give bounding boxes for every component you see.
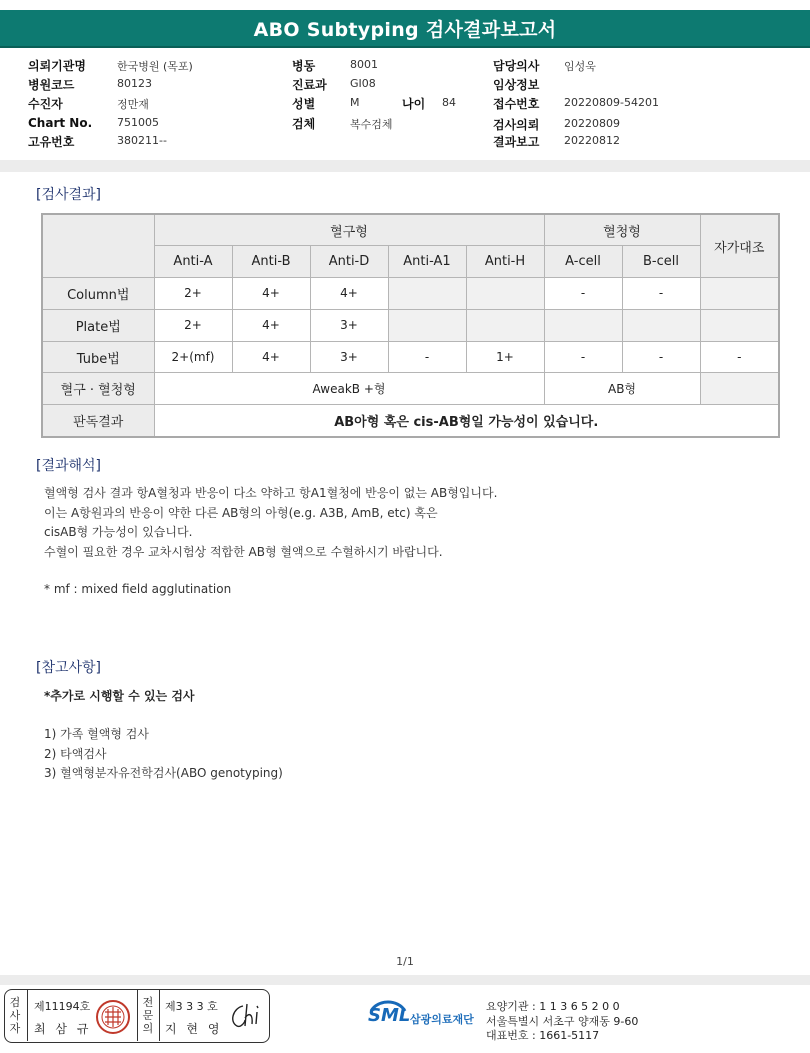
info-label-unique-no: 고유번호 [28, 135, 75, 149]
result-cell-empty [622, 309, 700, 341]
reference-item: 2) 타액검사 [44, 746, 107, 761]
result-cell: 4+ [232, 278, 310, 310]
result-cell-empty [700, 373, 779, 405]
info-label-department: 진료과 [292, 78, 327, 92]
info-value-patient: 정만재 [117, 98, 149, 111]
mf-note: * mf : mixed field agglutination [44, 582, 232, 596]
row-label-judgement: 판독결과 [42, 405, 154, 437]
table-row-plate [42, 309, 779, 341]
judgement-result: AB아형 혹은 cis-AB형일 가능성이 있습니다. [154, 405, 779, 437]
info-value-chart-no: 751005 [117, 116, 159, 129]
result-cell: 2+(mf) [154, 341, 232, 373]
report-title: ABO Subtyping 검사결과보고서 [253, 18, 557, 41]
table-row-tube [42, 341, 779, 373]
org-name: 삼광의료재단 [410, 1013, 474, 1026]
page-number: 1/1 [396, 955, 414, 968]
interpretation-line: 혈액형 검사 결과 항A혈청과 반응이 다소 약하고 항A1혈청에 반응이 없는 AB형입니다. [44, 486, 498, 500]
interpretation-section-title: [결과해석] [36, 458, 102, 474]
info-label-doctor: 담당의사 [493, 59, 540, 73]
reference-item: 3) 혈액형분자유전학검사(ABO genotyping) [44, 766, 283, 780]
serum-type-result: AB형 [544, 373, 700, 405]
interpretation-line: cisAB형 가능성이 있습니다. [44, 525, 193, 539]
row-label-column: Column법 [42, 278, 154, 310]
signature-icon [227, 1000, 265, 1032]
info-value-department: GI08 [350, 77, 376, 90]
info-value-hospital-code: 80123 [117, 77, 152, 90]
cell-type-result: AweakB +형 [154, 373, 544, 405]
result-cell-empty [388, 278, 466, 310]
reference-item: 1) 가족 혈액형 검사 [44, 727, 149, 741]
info-label-sex: 성별 [292, 97, 316, 111]
result-cell: - [544, 341, 622, 373]
result-cell: 4+ [232, 341, 310, 373]
result-cell-empty [388, 309, 466, 341]
info-label-ward: 병동 [292, 59, 316, 73]
interpretation-line: 이는 A항원과의 반응이 약한 다른 AB형의 아형(e.g. A3B, AmB, etc) 혹은 [44, 505, 438, 520]
reference-list [44, 725, 283, 784]
info-value-age: 84 [442, 96, 456, 109]
table-header-row [42, 214, 779, 246]
reference-section-title: [참고사항] [36, 660, 102, 676]
info-label-chart-no: Chart No. [28, 116, 93, 130]
results-section-title: [검사결과] [36, 187, 102, 203]
result-cell-empty [700, 309, 779, 341]
header-anti-a1: Anti-A1 [388, 246, 466, 278]
info-value-hospital: 한국병원 (목포) [117, 60, 193, 73]
result-cell: 1+ [466, 341, 544, 373]
divider [159, 990, 160, 1041]
info-label-receipt-no: 접수번호 [493, 97, 540, 111]
result-cell-empty [544, 309, 622, 341]
specialist-license: 제3 3 3 호 [165, 1000, 218, 1013]
header-a-cell: A-cell [544, 246, 622, 278]
result-cell: 2+ [154, 309, 232, 341]
header-anti-d: Anti-D [310, 246, 388, 278]
interpretation-text [44, 484, 497, 562]
results-table [41, 213, 780, 438]
org-address: 서울특별시 서초구 양재동 9-60 [486, 1015, 639, 1028]
header-auto-control: 자가대조 [700, 214, 779, 278]
info-label-report-date: 결과보고 [493, 135, 540, 149]
info-label-hospital-code: 병원코드 [28, 78, 75, 92]
info-label-age: 나이 [402, 97, 426, 111]
header-anti-b: Anti-B [232, 246, 310, 278]
footer-separator [0, 975, 810, 985]
patient-info [0, 56, 810, 152]
header-serum-type: 혈청형 [544, 214, 700, 246]
row-label-blood-type: 혈구 · 혈청형 [42, 373, 154, 405]
info-value-doctor: 임성욱 [564, 60, 596, 73]
result-cell: 4+ [232, 309, 310, 341]
result-cell: 4+ [310, 278, 388, 310]
header-anti-h: Anti-H [466, 246, 544, 278]
row-label-plate: Plate법 [42, 309, 154, 341]
info-label-clinical-info: 임상정보 [493, 78, 540, 92]
specialist-label [140, 996, 156, 1035]
reference-heading: *추가로 시행할 수 있는 검사 [44, 689, 195, 703]
result-cell: - [622, 341, 700, 373]
info-value-unique-no: 380211-- [117, 134, 167, 147]
info-label-request-date: 검사의뢰 [493, 118, 540, 132]
inspector-label-text: 검사자 [9, 996, 21, 1035]
result-cell-empty [466, 278, 544, 310]
inspector-license: 제11194호 [34, 1000, 91, 1013]
inspector-name: 최 삼 규 [34, 1022, 92, 1036]
section-separator [0, 160, 810, 172]
info-value-request-date: 20220809 [564, 117, 620, 130]
result-cell-empty [466, 309, 544, 341]
specialist-label-text: 전문의 [142, 996, 154, 1035]
table-row-column [42, 278, 779, 310]
info-label-specimen: 검체 [292, 117, 316, 131]
org-code: 요양기관 : 1 1 3 6 5 2 0 0 [486, 1000, 620, 1013]
header-anti-a: Anti-A [154, 246, 232, 278]
specialist-name: 지 현 영 [165, 1022, 223, 1036]
result-cell: - [700, 341, 779, 373]
result-cell: 3+ [310, 309, 388, 341]
result-cell: - [388, 341, 466, 373]
info-value-sex: M [350, 96, 360, 109]
info-value-ward: 8001 [350, 58, 378, 71]
header-blank-cell [42, 214, 154, 278]
divider [27, 990, 28, 1041]
divider [137, 990, 138, 1041]
seal-icon [95, 999, 131, 1035]
info-value-receipt-no: 20220809-54201 [564, 96, 659, 109]
result-cell: - [622, 278, 700, 310]
table-row-blood-type [42, 373, 779, 405]
org-brand: SML [368, 1005, 411, 1026]
signature-box [4, 989, 270, 1043]
report-title-bar [0, 10, 810, 48]
info-value-report-date: 20220812 [564, 134, 620, 147]
info-label-hospital: 의뢰기관명 [28, 59, 86, 73]
info-value-specimen: 복수검체 [350, 118, 393, 131]
result-cell: 3+ [310, 341, 388, 373]
header-cell-type: 혈구형 [154, 214, 544, 246]
result-cell: 2+ [154, 278, 232, 310]
organization-block [368, 996, 798, 1042]
row-label-tube: Tube법 [42, 341, 154, 373]
interpretation-line: 수혈이 필요한 경우 교차시험상 적합한 AB형 혈액으로 수혈하시기 바랍니다. [44, 544, 443, 559]
header-b-cell: B-cell [622, 246, 700, 278]
table-row-judgement [42, 405, 779, 437]
info-label-patient: 수진자 [28, 97, 63, 111]
inspector-label [7, 996, 23, 1035]
result-cell: - [544, 278, 622, 310]
result-cell-empty [700, 278, 779, 310]
org-phone: 대표번호 : 1661-5117 [486, 1029, 600, 1042]
